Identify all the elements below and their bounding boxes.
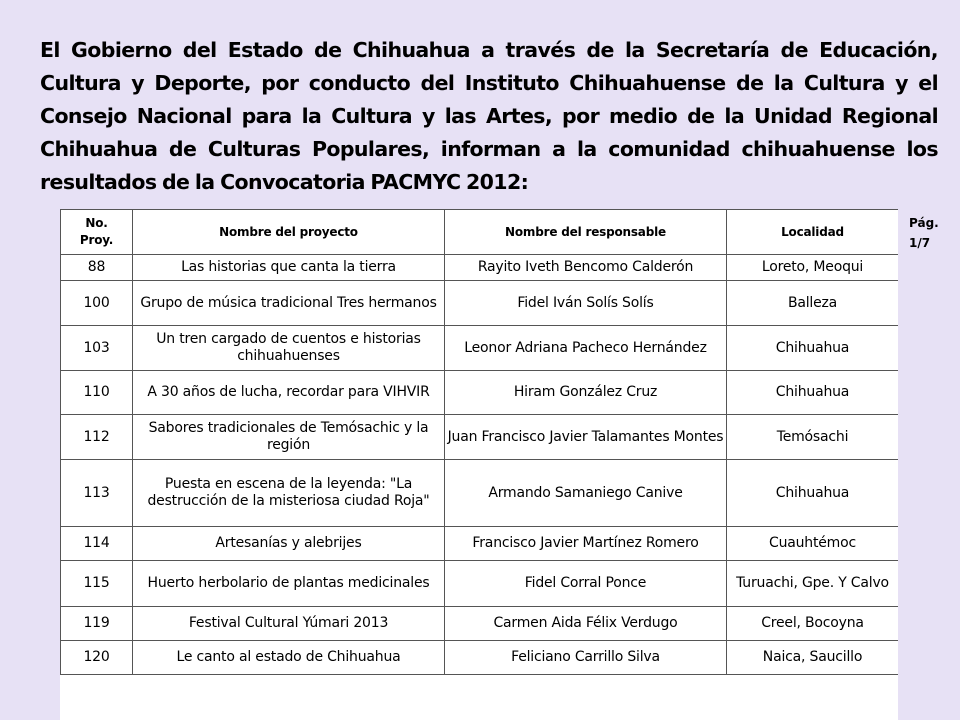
table-row	[61, 255, 899, 281]
header-no-proy	[61, 210, 133, 255]
cell-no: 119	[61, 607, 133, 641]
cell-no: 112	[61, 415, 133, 460]
cell-project: Grupo de música tradicional Tres hermanos	[133, 281, 445, 326]
cell-project: Le canto al estado de Chihuahua	[133, 641, 445, 675]
cell-responsible: Hiram González Cruz	[445, 371, 727, 415]
cell-no: 100	[61, 281, 133, 326]
cell-project: Huerto herbolario de plantas medicinales	[133, 561, 445, 607]
page-number: 1/7	[909, 236, 931, 250]
table-row	[61, 561, 899, 607]
cell-no: 103	[61, 326, 133, 371]
cell-locality: Cuauhtémoc	[727, 527, 899, 561]
cell-project: Puesta en escena de la leyenda: "La destrucción de la misteriosa ciudad Roja"	[133, 460, 445, 527]
cell-project: Las historias que canta la tierra	[133, 255, 445, 281]
cell-locality: Chihuahua	[727, 371, 899, 415]
cell-no: 88	[61, 255, 133, 281]
cell-no: 114	[61, 527, 133, 561]
cell-locality: Naica, Saucillo	[727, 641, 899, 675]
table-header-row	[61, 210, 899, 255]
header-project-name: Nombre del proyecto	[133, 210, 445, 255]
header-responsible-name: Nombre del responsable	[445, 210, 727, 255]
page-label: Pág.	[909, 216, 939, 230]
cell-responsible: Rayito Iveth Bencomo Calderón	[445, 255, 727, 281]
cell-project: Festival Cultural Yúmari 2013	[133, 607, 445, 641]
cell-locality: Balleza	[727, 281, 899, 326]
cell-no: 115	[61, 561, 133, 607]
table-row	[61, 641, 899, 675]
results-table	[60, 209, 898, 675]
header-locality: Localidad	[727, 210, 899, 255]
page-indicator	[909, 213, 939, 253]
cell-responsible: Feliciano Carrillo Silva	[445, 641, 727, 675]
cell-no: 113	[61, 460, 133, 527]
table-row	[61, 415, 899, 460]
table-row	[61, 527, 899, 561]
cell-locality: Chihuahua	[727, 460, 899, 527]
table-row	[61, 281, 899, 326]
intro-paragraph: El Gobierno del Estado de Chihuahua a través de la Secretaría de Educación, Cultura y Deporte, por conducto del Instituto Chihuahuense de la Cultura y el Consejo Nacional para la Cultura y las Artes, por medio de la Unidad Regional Chihuahua de Culturas Populares, informan a la comunidad chihuahuense los resultados de la Convocatoria PACMYC 2012:	[40, 38, 938, 194]
table-row	[61, 460, 899, 527]
cell-locality: Turuachi, Gpe. Y Calvo	[727, 561, 899, 607]
table-row	[61, 371, 899, 415]
cell-responsible: Juan Francisco Javier Talamantes Montes	[445, 415, 727, 460]
header-no-line2: Proy.	[79, 233, 114, 247]
cell-project: Artesanías y alebrijes	[133, 527, 445, 561]
cell-project: A 30 años de lucha, recordar para VIHVIR	[133, 371, 445, 415]
cell-responsible: Armando Samaniego Canive	[445, 460, 727, 527]
header-no-line1: No.	[85, 216, 108, 230]
cell-responsible: Leonor Adriana Pacheco Hernández	[445, 326, 727, 371]
cell-project: Sabores tradicionales de Temósachic y la región	[133, 415, 445, 460]
cell-locality: Temósachi	[727, 415, 899, 460]
results-table-container	[60, 209, 898, 720]
cell-responsible: Fidel Corral Ponce	[445, 561, 727, 607]
cell-locality: Chihuahua	[727, 326, 899, 371]
cell-project: Un tren cargado de cuentos e historias chihuahuenses	[133, 326, 445, 371]
table-row	[61, 607, 899, 641]
cell-locality: Creel, Bocoyna	[727, 607, 899, 641]
cell-no: 120	[61, 641, 133, 675]
cell-responsible: Carmen Aida Félix Verdugo	[445, 607, 727, 641]
table-row	[61, 326, 899, 371]
cell-responsible: Francisco Javier Martínez Romero	[445, 527, 727, 561]
cell-locality: Loreto, Meoqui	[727, 255, 899, 281]
cell-responsible: Fidel Iván Solís Solís	[445, 281, 727, 326]
cell-no: 110	[61, 371, 133, 415]
